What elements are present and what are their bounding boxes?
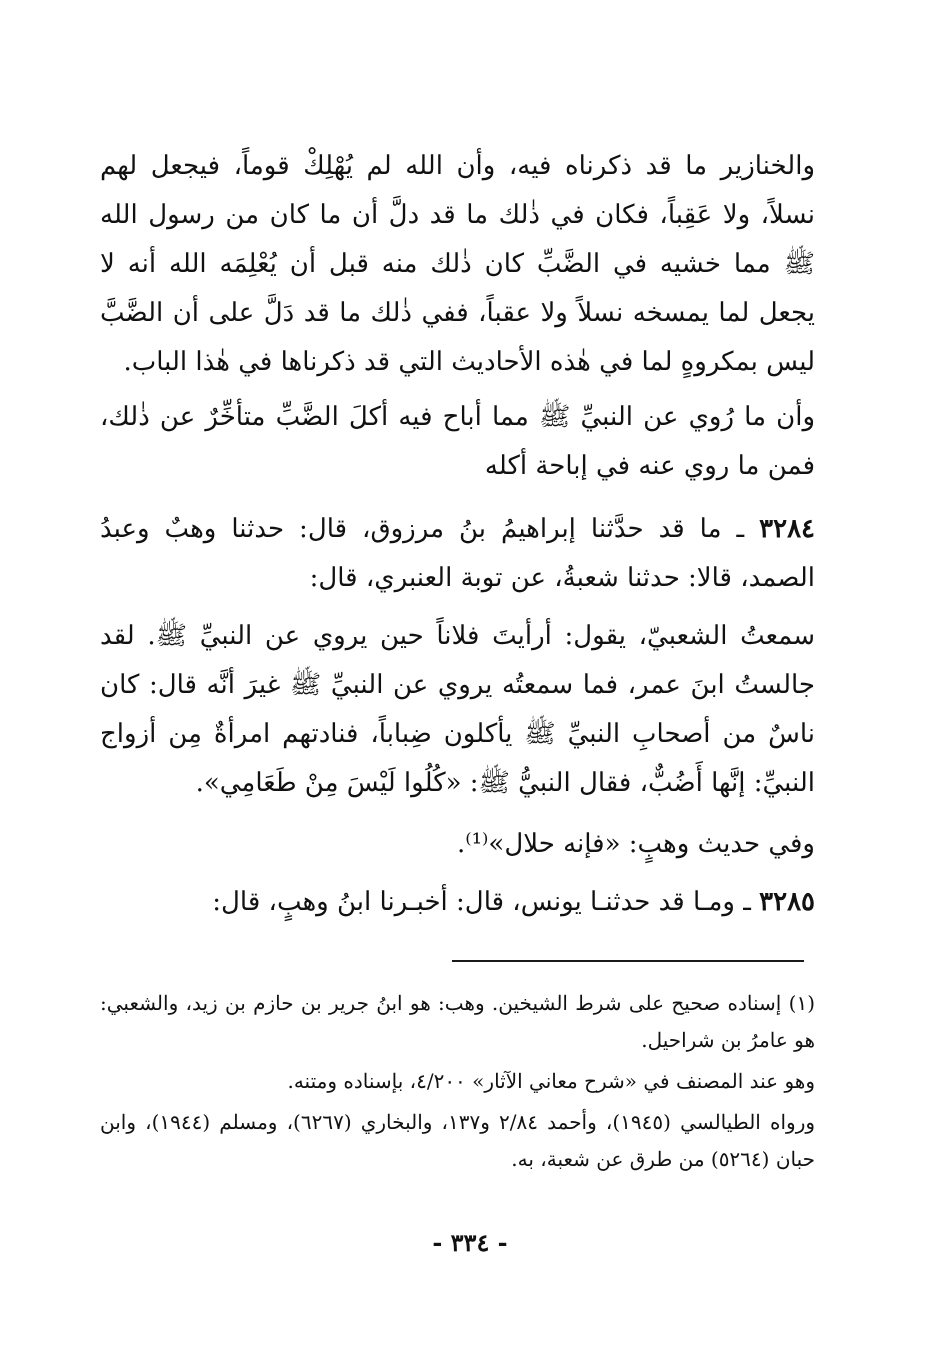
paragraph-sha3bi: سمعتُ الشعبيّ، يقول: أرأيتَ فلاناً حين يروي عن النبيِّ ﷺ. لقد جالستُ ابنَ عمر، فما سمعتُه يروي عن النبيِّ ﷺ غيرَ أنَّه قال: كان ناسٌ من أصحابِ النبيِّ ﷺ يأكلون ضِباباً، فنادتهم امرأةٌ مِن أزواج النبيِّ: إنَّها أَضُبٌّ، فقال النبيُّ ﷺ: «كُلُوا لَيْسَ مِنْ طَعَامِي». <box>100 621 815 798</box>
page-number: - ٣٣٤ - <box>432 1228 508 1257</box>
main-text-2 <box>100 393 815 491</box>
hadith-3284-paragraph <box>100 505 815 603</box>
hadith-text: ـ ما قد حدَّثنا إبراهيمُ بنُ مرزوق، قال: حدثنا وهبٌ وعبدُ الصمد، قالا: حدثنا شعبةُ، عن توبة العنبري، قال: <box>100 514 815 593</box>
footnote-2: وهو عند المصنف في «شرح معاني الآثار» ٤/٢٠٠، بإسناده ومتنه. <box>287 1069 815 1093</box>
sha3bi-narration <box>100 612 815 808</box>
paragraph-later-permission: وأن ما رُوي عن النبيِّ ﷺ مما أباح فيه أكلَ الضَّبِّ متأخِّرٌ عن ذٰلك، فمن ما روي عنه في إباحة أكله <box>100 402 815 481</box>
footnote-separator <box>452 960 804 962</box>
footnotes <box>100 985 815 1178</box>
paragraph-wahb: وفي حديث وهبٍ: «فإنه حلال»⁽¹⁾. <box>456 829 815 859</box>
hadith-number: ٣٢٨٥ <box>759 887 815 917</box>
footnote-3: ورواه الطيالسي (١٩٤٥)، وأحمد ٢/٨٤ و١٣٧، والبخاري (٦٢٦٧)، ومسلم (١٩٤٤)، وابن حبان (٥٢٦٤) من طرق عن شعبة، به. <box>100 1110 816 1171</box>
hadith-3285 <box>100 878 815 927</box>
wahb-note <box>100 820 815 869</box>
hadith-3285-paragraph <box>100 878 815 927</box>
hadith-text: ـ ومـا قد حدثنـا يونس، قال: أخبـرنا ابنُ وهبٍ، قال: <box>212 887 751 917</box>
hadith-3284 <box>100 505 815 603</box>
main-text <box>100 142 815 387</box>
paragraph-pig-dabb: والخنازير ما قد ذكرناه فيه، وأن الله لم يُهْلِكْ قوماً، فيجعل لهم نسلاً، ولا عَقِباً، فكان في ذٰلك ما قد دلَّ أن ما كان من رسول الله ﷺ مما خشيه في الضَّبِّ كان ذٰلك منه قبل أن يُعْلِمَه الله أنه لا يجعل لما يمسخه نسلاً ولا عقباً، ففي ذٰلك ما قد دَلَّ على أن الضَّبَّ ليس بمكروهٍ لما في هٰذه الأحاديث التي قد ذكرناها في هٰذا الباب. <box>100 151 815 377</box>
footnote-1: (١) إسناده صحيح على شرط الشيخين. وهب: هو ابنُ جرير بن حازم بن زيد، والشعبي: هو عامرُ بن شراحيل. <box>100 991 815 1052</box>
hadith-number: ٣٢٨٤ <box>759 514 815 544</box>
